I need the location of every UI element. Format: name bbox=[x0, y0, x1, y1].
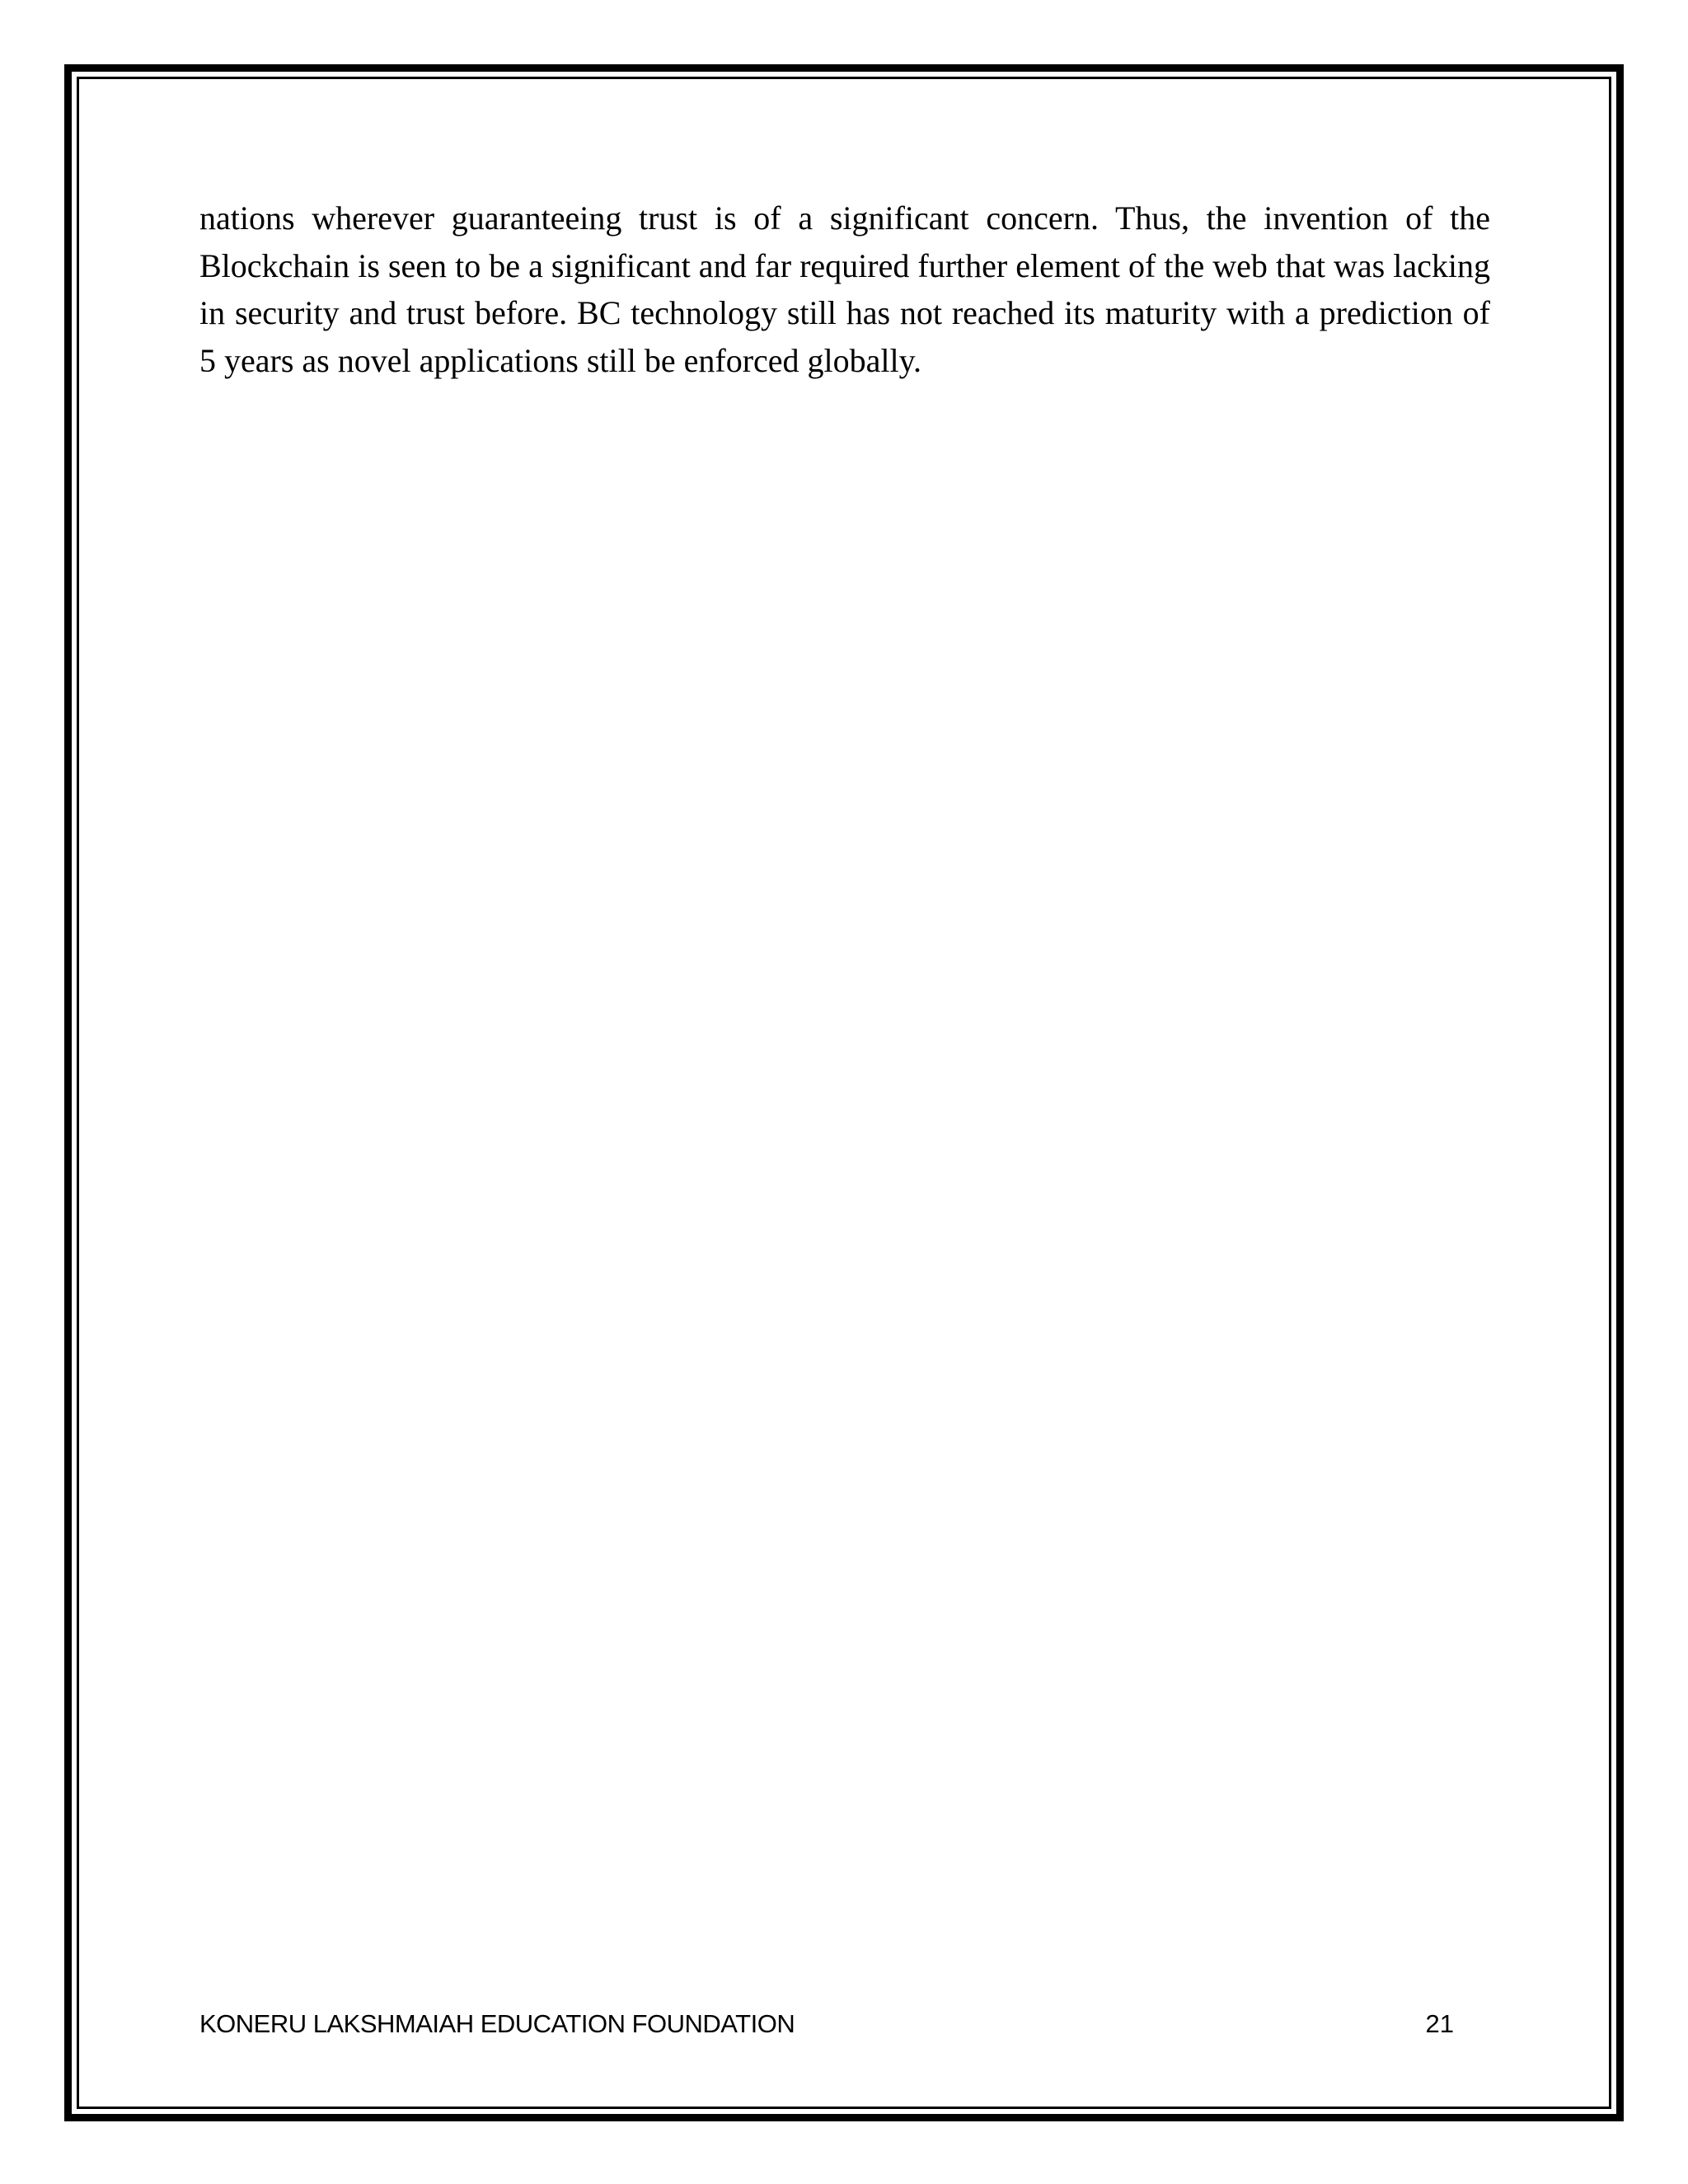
page-number: 21 bbox=[1425, 2009, 1454, 2038]
body-paragraph: nations wherever guaranteeing trust is of a significant concern. Thus, the invention of the Blockchain is seen to be a significant and far required further element of the web that was lacking in security and trust before. BC technology still has not reached its maturity with a prediction of 5 years as novel applications still be enforced globally. bbox=[199, 199, 1490, 379]
footer-organization: KONERU LAKSHMAIAH EDUCATION FOUNDATION bbox=[199, 2009, 795, 2038]
